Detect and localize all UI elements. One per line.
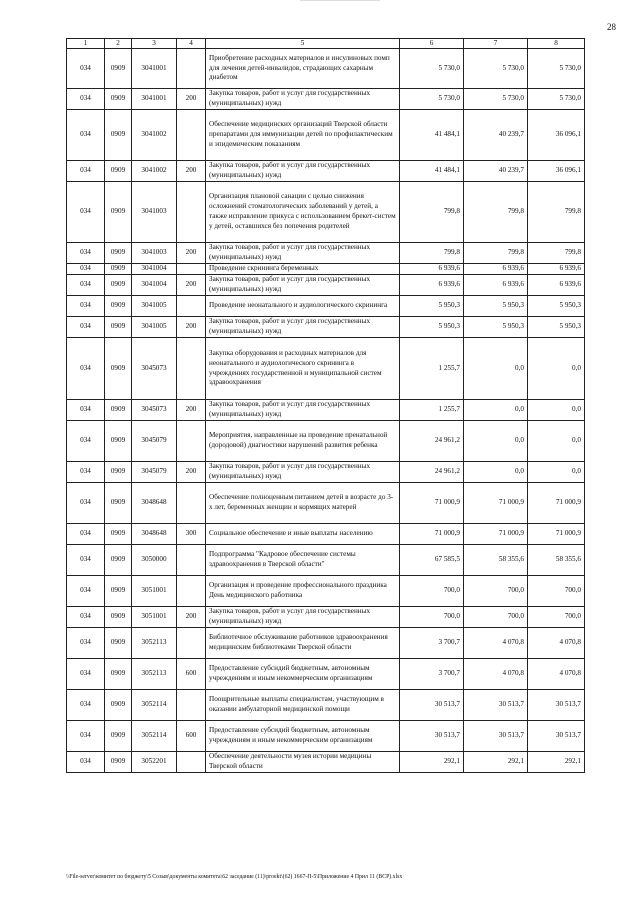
amount-year-1: 67 585,5 xyxy=(400,545,464,576)
amount-year-2: 5 730,0 xyxy=(464,49,528,89)
column-number: 1 xyxy=(67,39,105,49)
target-item-code: 3041005 xyxy=(132,317,177,338)
expense-type-code: 200 xyxy=(177,607,206,628)
expense-type-code: 200 xyxy=(177,243,206,264)
amount-year-2: 71 000,9 xyxy=(464,524,528,545)
target-item-code: 3048648 xyxy=(132,524,177,545)
amount-year-2: 5 950,3 xyxy=(464,317,528,338)
amount-year-3: 5 950,3 xyxy=(528,296,585,317)
column-number: 4 xyxy=(177,39,206,49)
ministry-code: 034 xyxy=(67,317,105,338)
table-row xyxy=(67,576,585,607)
amount-year-1: 30 513,7 xyxy=(400,721,464,752)
item-name: Закупка товаров, работ и услуг для государственных (муниципальных) нужд xyxy=(206,161,400,182)
expense-type-code: 300 xyxy=(177,524,206,545)
table-row xyxy=(67,628,585,659)
section-code: 0909 xyxy=(105,161,132,182)
target-item-code: 3052113 xyxy=(132,628,177,659)
ministry-code: 034 xyxy=(67,161,105,182)
item-name: Приобретение расходных материалов и инсулиновых помп для лечения детей-инвалидов, страдающих сахарным диабетом xyxy=(206,49,400,89)
amount-year-1: 1 255,7 xyxy=(400,338,464,400)
target-item-code: 3041001 xyxy=(132,89,177,110)
item-name: Поощрительные выплаты специалистам, участвующим в оказании амбулаторной медицинской помощи xyxy=(206,690,400,721)
ministry-code: 034 xyxy=(67,400,105,421)
target-item-code: 3045073 xyxy=(132,338,177,400)
target-item-code: 3041004 xyxy=(132,275,177,296)
amount-year-3: 6 939,6 xyxy=(528,275,585,296)
item-name: Закупка товаров, работ и услуг для государственных (муниципальных) нужд xyxy=(206,89,400,110)
section-code: 0909 xyxy=(105,400,132,421)
section-code: 0909 xyxy=(105,628,132,659)
column-number: 7 xyxy=(464,39,528,49)
ministry-code: 034 xyxy=(67,275,105,296)
ministry-code: 034 xyxy=(67,264,105,275)
target-item-code: 3041004 xyxy=(132,264,177,275)
ministry-code: 034 xyxy=(67,659,105,690)
item-name: Обеспечение деятельности музея истории медицины Тверской области xyxy=(206,752,400,773)
expense-type-code xyxy=(177,545,206,576)
amount-year-3: 6 939,6 xyxy=(528,264,585,275)
amount-year-3: 0,0 xyxy=(528,400,585,421)
section-code: 0909 xyxy=(105,110,132,161)
amount-year-1: 41 484,1 xyxy=(400,110,464,161)
ministry-code: 034 xyxy=(67,576,105,607)
amount-year-3: 5 950,3 xyxy=(528,317,585,338)
item-name: Проведение неонатального и аудиологического скрининга xyxy=(206,296,400,317)
table-row xyxy=(67,607,585,628)
section-code: 0909 xyxy=(105,721,132,752)
table-row xyxy=(67,659,585,690)
amount-year-1: 5 730,0 xyxy=(400,89,464,110)
target-item-code: 3041003 xyxy=(132,243,177,264)
table-row xyxy=(67,89,585,110)
table-row xyxy=(67,400,585,421)
amount-year-1: 3 700,7 xyxy=(400,628,464,659)
amount-year-3: 0,0 xyxy=(528,462,585,483)
target-item-code: 3052114 xyxy=(132,690,177,721)
expense-type-code: 200 xyxy=(177,400,206,421)
target-item-code: 3041002 xyxy=(132,110,177,161)
amount-year-1: 5 950,3 xyxy=(400,296,464,317)
section-code: 0909 xyxy=(105,462,132,483)
ministry-code: 034 xyxy=(67,483,105,524)
ministry-code: 034 xyxy=(67,182,105,243)
item-name: Социальное обеспечение и иные выплаты населению xyxy=(206,524,400,545)
table-row xyxy=(67,161,585,182)
item-name: Предоставление субсидий бюджетным, автономным учреждениям и иным некоммерческим организациям xyxy=(206,659,400,690)
amount-year-2: 0,0 xyxy=(464,338,528,400)
expense-type-code xyxy=(177,49,206,89)
item-name: Закупка товаров, работ и услуг для государственных (муниципальных) нужд xyxy=(206,317,400,338)
scan-mark xyxy=(300,0,380,1)
table-row xyxy=(67,524,585,545)
amount-year-3: 71 000,9 xyxy=(528,524,585,545)
amount-year-1: 700,0 xyxy=(400,576,464,607)
expense-type-code: 200 xyxy=(177,275,206,296)
amount-year-1: 799,8 xyxy=(400,243,464,264)
target-item-code: 3041003 xyxy=(132,182,177,243)
amount-year-1: 5 730,0 xyxy=(400,49,464,89)
column-number: 2 xyxy=(105,39,132,49)
table-row xyxy=(67,110,585,161)
expense-type-code: 200 xyxy=(177,89,206,110)
amount-year-2: 71 000,9 xyxy=(464,483,528,524)
ministry-code: 034 xyxy=(67,524,105,545)
section-code: 0909 xyxy=(105,182,132,243)
section-code: 0909 xyxy=(105,483,132,524)
amount-year-3: 799,8 xyxy=(528,182,585,243)
item-name: Обеспечение полноценным питанием детей в возрасте до 3-х лет, беременных женщин и кормящих матерей xyxy=(206,483,400,524)
target-item-code: 3051001 xyxy=(132,607,177,628)
amount-year-3: 292,1 xyxy=(528,752,585,773)
ministry-code: 034 xyxy=(67,89,105,110)
amount-year-1: 41 484,1 xyxy=(400,161,464,182)
section-code: 0909 xyxy=(105,545,132,576)
ministry-code: 034 xyxy=(67,462,105,483)
amount-year-3: 4 070,8 xyxy=(528,659,585,690)
amount-year-2: 0,0 xyxy=(464,421,528,462)
table-row xyxy=(67,182,585,243)
target-item-code: 3050000 xyxy=(132,545,177,576)
amount-year-2: 700,0 xyxy=(464,576,528,607)
target-item-code: 3052113 xyxy=(132,659,177,690)
expense-type-code xyxy=(177,628,206,659)
table-row xyxy=(67,721,585,752)
ministry-code: 034 xyxy=(67,296,105,317)
section-code: 0909 xyxy=(105,752,132,773)
section-code: 0909 xyxy=(105,576,132,607)
column-number: 6 xyxy=(400,39,464,49)
amount-year-2: 6 939,6 xyxy=(464,264,528,275)
table-row xyxy=(67,275,585,296)
amount-year-1: 6 939,6 xyxy=(400,275,464,296)
amount-year-1: 700,0 xyxy=(400,607,464,628)
item-name: Закупка товаров, работ и услуг для государственных (муниципальных) нужд xyxy=(206,275,400,296)
file-path-footer: \\File-server\комитет по бюджету\5 Созыв\документы комитета\62 заседание (11)\proekt\(62) 1667-П-5\Приложение 4 Прил 11 (ВСР).xlsx xyxy=(66,874,403,880)
amount-year-1: 71 000,9 xyxy=(400,483,464,524)
item-name: Библиотечное обслуживание работников здравоохранения медицинским библиотеками Тверской области xyxy=(206,628,400,659)
target-item-code: 3048648 xyxy=(132,483,177,524)
amount-year-3: 30 513,7 xyxy=(528,690,585,721)
amount-year-3: 36 096,1 xyxy=(528,161,585,182)
amount-year-3: 5 730,0 xyxy=(528,89,585,110)
amount-year-1: 71 000,9 xyxy=(400,524,464,545)
amount-year-2: 799,8 xyxy=(464,182,528,243)
column-number: 8 xyxy=(528,39,585,49)
item-name: Организация плановой санации с целью снижения осложнений стоматологических заболеваний у детей, а также исправление прикуса с использованием брекет-систем у детей, оставшихся без попечения родителей xyxy=(206,182,400,243)
table-row xyxy=(67,545,585,576)
ministry-code: 034 xyxy=(67,628,105,659)
ministry-code: 034 xyxy=(67,607,105,628)
ministry-code: 034 xyxy=(67,690,105,721)
table-row xyxy=(67,421,585,462)
expense-type-code xyxy=(177,182,206,243)
section-code: 0909 xyxy=(105,338,132,400)
table-row xyxy=(67,462,585,483)
expense-type-code xyxy=(177,110,206,161)
item-name: Закупка товаров, работ и услуг для государственных (муниципальных) нужд xyxy=(206,462,400,483)
amount-year-3: 71 000,9 xyxy=(528,483,585,524)
table-row xyxy=(67,483,585,524)
amount-year-1: 6 939,6 xyxy=(400,264,464,275)
amount-year-3: 4 070,8 xyxy=(528,628,585,659)
expense-type-code xyxy=(177,264,206,275)
amount-year-2: 6 939,6 xyxy=(464,275,528,296)
expense-type-code: 600 xyxy=(177,659,206,690)
expense-type-code xyxy=(177,338,206,400)
amount-year-2: 4 070,8 xyxy=(464,659,528,690)
section-code: 0909 xyxy=(105,275,132,296)
item-name: Закупка товаров, работ и услуг для государственных (муниципальных) нужд xyxy=(206,243,400,264)
amount-year-1: 24 961,2 xyxy=(400,462,464,483)
item-name: Обеспечение медицинских организаций Тверской области препаратами для иммунизации детей по профилактическим и эпидемическим показаниям xyxy=(206,110,400,161)
amount-year-3: 700,0 xyxy=(528,576,585,607)
table-row xyxy=(67,49,585,89)
ministry-code: 034 xyxy=(67,243,105,264)
ministry-code: 034 xyxy=(67,338,105,400)
amount-year-2: 40 239,7 xyxy=(464,161,528,182)
amount-year-2: 40 239,7 xyxy=(464,110,528,161)
table-row xyxy=(67,243,585,264)
ministry-code: 034 xyxy=(67,721,105,752)
section-code: 0909 xyxy=(105,89,132,110)
target-item-code: 3045073 xyxy=(132,400,177,421)
item-name: Предоставление субсидий бюджетным, автономным учреждениям и иным некоммерческим организациям xyxy=(206,721,400,752)
budget-table xyxy=(66,38,585,773)
expense-type-code xyxy=(177,296,206,317)
ministry-code: 034 xyxy=(67,421,105,462)
amount-year-2: 30 513,7 xyxy=(464,721,528,752)
ministry-code: 034 xyxy=(67,110,105,161)
table-row xyxy=(67,317,585,338)
amount-year-2: 5 730,0 xyxy=(464,89,528,110)
table-row xyxy=(67,264,585,275)
target-item-code: 3045079 xyxy=(132,462,177,483)
amount-year-2: 0,0 xyxy=(464,400,528,421)
amount-year-3: 30 513,7 xyxy=(528,721,585,752)
target-item-code: 3041001 xyxy=(132,49,177,89)
column-number: 3 xyxy=(132,39,177,49)
expense-type-code: 200 xyxy=(177,317,206,338)
amount-year-3: 0,0 xyxy=(528,421,585,462)
amount-year-2: 700,0 xyxy=(464,607,528,628)
item-name: Мероприятия, направленные на проведение пренатальной (дородовой) диагностики нарушений развития ребенка xyxy=(206,421,400,462)
table-row xyxy=(67,752,585,773)
amount-year-1: 30 513,7 xyxy=(400,690,464,721)
expense-type-code xyxy=(177,690,206,721)
amount-year-2: 5 950,3 xyxy=(464,296,528,317)
item-name: Закупка товаров, работ и услуг для государственных (муниципальных) нужд xyxy=(206,607,400,628)
amount-year-3: 700,0 xyxy=(528,607,585,628)
amount-year-1: 5 950,3 xyxy=(400,317,464,338)
section-code: 0909 xyxy=(105,659,132,690)
ministry-code: 034 xyxy=(67,49,105,89)
target-item-code: 3051001 xyxy=(132,576,177,607)
amount-year-3: 0,0 xyxy=(528,338,585,400)
amount-year-2: 799,8 xyxy=(464,243,528,264)
target-item-code: 3041002 xyxy=(132,161,177,182)
amount-year-3: 799,8 xyxy=(528,243,585,264)
table-row xyxy=(67,338,585,400)
column-number: 5 xyxy=(206,39,400,49)
item-name: Проведение скрининга беременных xyxy=(206,264,400,275)
target-item-code: 3041005 xyxy=(132,296,177,317)
amount-year-1: 292,1 xyxy=(400,752,464,773)
amount-year-2: 0,0 xyxy=(464,462,528,483)
section-code: 0909 xyxy=(105,524,132,545)
section-code: 0909 xyxy=(105,296,132,317)
target-item-code: 3052201 xyxy=(132,752,177,773)
expense-type-code: 600 xyxy=(177,721,206,752)
amount-year-1: 24 961,2 xyxy=(400,421,464,462)
section-code: 0909 xyxy=(105,421,132,462)
section-code: 0909 xyxy=(105,264,132,275)
amount-year-2: 4 070,8 xyxy=(464,628,528,659)
item-name: Закупка оборудования и расходных материалов для неонатального и аудиологического скрининга в учреждениях государственной и муниципальной систем здравоохранения xyxy=(206,338,400,400)
section-code: 0909 xyxy=(105,607,132,628)
amount-year-1: 1 255,7 xyxy=(400,400,464,421)
section-code: 0909 xyxy=(105,317,132,338)
amount-year-1: 799,8 xyxy=(400,182,464,243)
amount-year-1: 3 700,7 xyxy=(400,659,464,690)
ministry-code: 034 xyxy=(67,545,105,576)
item-name: Подпрограмма "Кадровое обеспечение системы здравоохранения в Тверской области" xyxy=(206,545,400,576)
expense-type-code xyxy=(177,483,206,524)
table-row xyxy=(67,296,585,317)
section-code: 0909 xyxy=(105,49,132,89)
amount-year-2: 30 513,7 xyxy=(464,690,528,721)
column-number-row xyxy=(67,39,585,49)
page-number: 28 xyxy=(607,22,616,32)
amount-year-3: 58 355,6 xyxy=(528,545,585,576)
target-item-code: 3045079 xyxy=(132,421,177,462)
item-name: Организация и проведение профессионального праздника День медицинского работника xyxy=(206,576,400,607)
amount-year-3: 5 730,0 xyxy=(528,49,585,89)
amount-year-3: 36 096,1 xyxy=(528,110,585,161)
expense-type-code xyxy=(177,752,206,773)
expense-type-code: 200 xyxy=(177,462,206,483)
expense-type-code xyxy=(177,576,206,607)
section-code: 0909 xyxy=(105,243,132,264)
amount-year-2: 58 355,6 xyxy=(464,545,528,576)
ministry-code: 034 xyxy=(67,752,105,773)
section-code: 0909 xyxy=(105,690,132,721)
amount-year-2: 292,1 xyxy=(464,752,528,773)
item-name: Закупка товаров, работ и услуг для государственных (муниципальных) нужд xyxy=(206,400,400,421)
target-item-code: 3052114 xyxy=(132,721,177,752)
expense-type-code: 200 xyxy=(177,161,206,182)
table-row xyxy=(67,690,585,721)
expense-type-code xyxy=(177,421,206,462)
